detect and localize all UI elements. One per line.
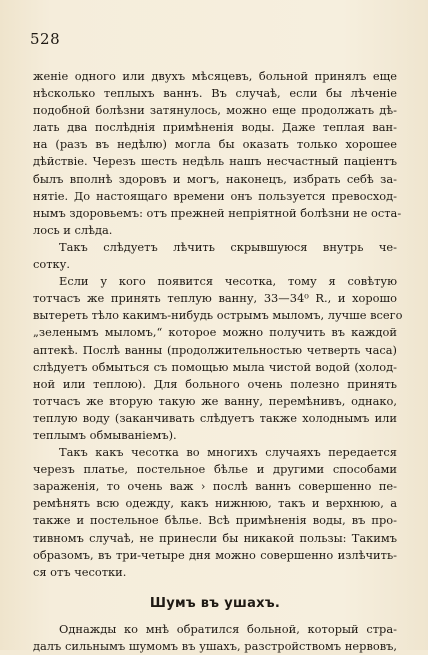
text-line: дѣйствіе. Черезъ шесть недѣль нашъ несчастный паціентъ (33, 154, 397, 169)
text-line: также и постельное бѣлье. Всѣ примѣненія воды, въ про- (33, 513, 397, 528)
text-line: ремѣнять всю одежду, какъ нижнюю, такъ и верхнюю, а (33, 496, 397, 511)
text-line: тотчасъ же принять теплую ванну, 33—34⁰ R., и хорошо (33, 291, 397, 306)
paragraph-scabies-treatment (33, 273, 403, 444)
text-line: подобной болѣзни затянулось, можно еще продолжать дѣ- (33, 103, 397, 118)
text-line: зараженія, то очень важ › послѣ ваннъ совершенно пе- (33, 479, 397, 494)
text-line: Такъ какъ чесотка во многихъ случаяхъ передается (59, 445, 397, 460)
text-line: тотчасъ же вторую такую же ванну, перемѣнивъ, однако, (33, 393, 397, 408)
body-text (33, 68, 403, 655)
text-line: лось и слѣда. (33, 222, 113, 237)
text-line: слѣдуетъ обмыться съ помощью мыла чистой водой (холод- (33, 359, 397, 374)
text-line: теплымъ обмываніемъ). (33, 427, 177, 442)
text-line: Такъ слѣдуетъ лѣчить скрывшуюся внутрь че- (59, 239, 397, 254)
page-number: 528 (30, 30, 61, 48)
text-line: на (разъ въ недѣлю) могла бы оказать только хорошее (33, 137, 397, 152)
text-line: Однажды ко мнѣ обратился больной, который стра- (59, 621, 397, 636)
section-heading: Шумъ въ ушахъ. (149, 595, 281, 611)
text-line: тивномъ случаѣ, не принесли бы никакой пользы: Такимъ (33, 530, 397, 545)
text-line: „зеленымъ мыломъ,“ которое можно получить въ каждой (33, 325, 397, 340)
text-line: нѣсколько теплыхъ ваннъ. Въ случаѣ, если бы лѣченіе (33, 86, 397, 101)
paragraph-treatment-intro (33, 239, 397, 273)
text-line: ной или теплою). Для больного очень полезно принять (33, 376, 397, 391)
text-line: женіе одного или двухъ мѣсяцевъ, больной принялъ еще (33, 69, 397, 83)
text-line: ся отъ чесотки. (33, 564, 127, 579)
text-line: лать два послѣднія примѣненія воды. Даже теплая ван- (33, 120, 397, 135)
paragraph-clothing (33, 444, 397, 581)
text-line: аптекѣ. Послѣ ванны (продолжительностью четверть часа) (33, 342, 397, 357)
text-line: нятіе. До настоящаго времени онъ пользуется превосход- (33, 188, 397, 203)
text-line: былъ вполнѣ здоровъ и могъ, наконецъ, избрать себѣ за- (33, 171, 397, 186)
paragraph-recovery (33, 68, 402, 239)
text-line: черезъ платье, постельное бѣлье и другими способами (33, 462, 397, 477)
text-line: далъ сильнымъ шумомъ въ ушахъ, разстройствомъ нервовъ, (33, 639, 397, 653)
text-line: образомъ, въ три-четыре дня можно совершенно излѣчить- (33, 547, 397, 562)
text-line: теплую воду (заканчивать слѣдуетъ также холоднымъ или (33, 410, 397, 425)
text-line: Если у кого появится чесотка, тому я совѣтую (59, 274, 397, 289)
text-line: нымъ здоровьемъ: отъ прежней непріятной болѣзни не оста- (33, 205, 402, 220)
text-line: вытереть тѣло какимъ-нибудь острымъ мыломъ, лучше всего (33, 308, 403, 323)
text-line: сотку. (33, 257, 70, 272)
